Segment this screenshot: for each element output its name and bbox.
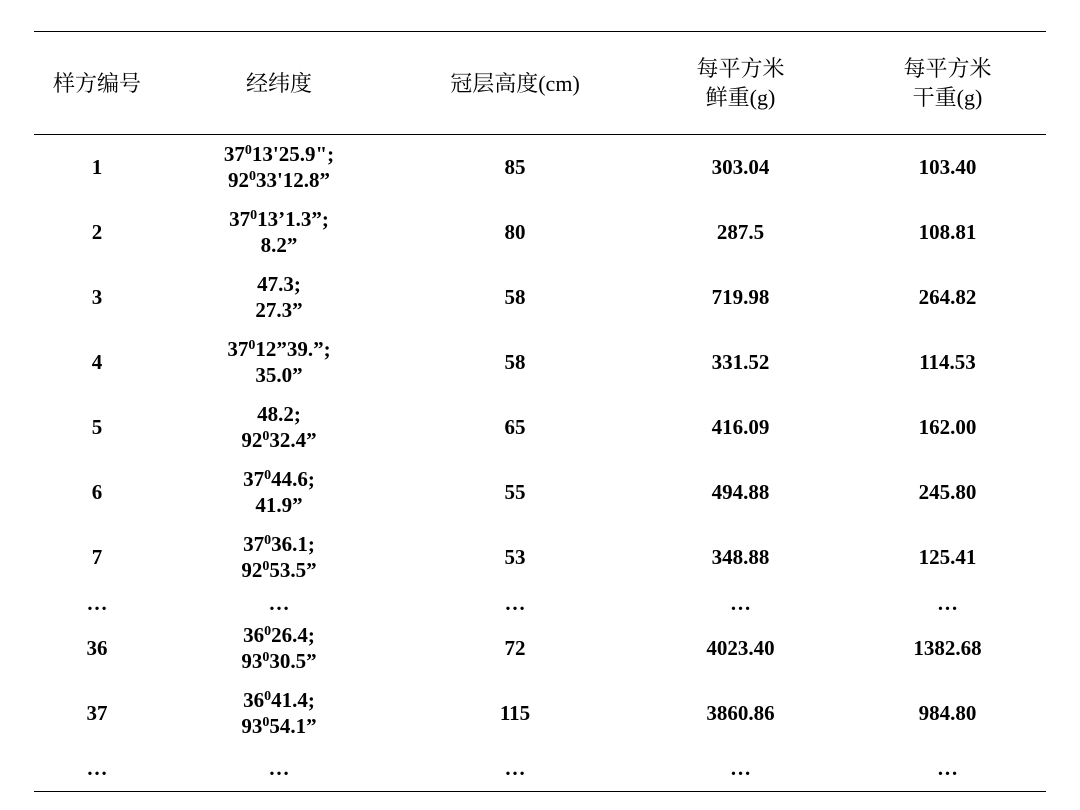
- cell-fresh-weight: 287.5: [716, 220, 765, 244]
- latitude: [160, 336, 398, 362]
- latitude: [160, 271, 398, 297]
- table-row: [34, 616, 1046, 681]
- lon-degree-mark: 0: [248, 169, 256, 185]
- table-row: [34, 135, 1046, 200]
- cell-sample-id: 37: [86, 701, 108, 725]
- lat-degrees: 37: [229, 207, 251, 231]
- lon-minutes-seconds: 27.3”: [255, 298, 303, 322]
- lat-minutes-seconds: 44.6;: [271, 467, 315, 491]
- table-row: [34, 265, 1046, 330]
- latitude: [160, 401, 398, 427]
- cell-coordinates: [160, 135, 398, 200]
- header-coordinates: 经纬度: [245, 70, 312, 96]
- cell-coordinates: [160, 395, 398, 460]
- lon-degrees: 93: [241, 649, 263, 673]
- longitude: [160, 648, 398, 674]
- table-row: [34, 395, 1046, 460]
- cell-id-ellipsis: …: [86, 590, 108, 615]
- cell-dry-weight: 108.81: [918, 220, 977, 244]
- longitude: [160, 427, 398, 453]
- lat-degrees: 36: [243, 688, 265, 712]
- cell-canopy-height: 58: [504, 285, 526, 309]
- header-dry-weight-line1: 每平方米: [903, 56, 992, 81]
- cell-sample-id: 2: [91, 220, 103, 244]
- cell-sample-id: 36: [86, 636, 108, 660]
- longitude: [160, 232, 398, 258]
- lat-degree-mark: 0: [264, 468, 272, 483]
- lat-minutes-seconds: 13'25.9";: [251, 142, 335, 167]
- lon-minutes-seconds: 53.5”: [269, 558, 317, 582]
- table-row: [34, 200, 1046, 265]
- cell-dry-weight: 125.41: [918, 545, 977, 569]
- cell-canopy-height: 72: [504, 636, 526, 660]
- latitude: [160, 531, 398, 557]
- cell-coordinates: [160, 681, 398, 746]
- cell-coordinates: [160, 330, 398, 395]
- cell-dry-weight: 1382.68: [913, 636, 982, 660]
- header-row: [34, 32, 1046, 135]
- longitude: [160, 557, 398, 583]
- lat-degrees: 37: [243, 532, 265, 556]
- longitude: [160, 713, 398, 739]
- latitude: [160, 687, 398, 713]
- sample-data-table: [34, 31, 1046, 792]
- cell-canopy-height: 58: [504, 350, 526, 374]
- cell-fresh-weight: 494.88: [711, 480, 770, 504]
- cell-dry-weight: 264.82: [918, 285, 977, 309]
- longitude: [160, 362, 398, 388]
- lat-degrees: 37: [243, 467, 265, 491]
- header-fresh-weight: [632, 32, 849, 135]
- table-row: [34, 746, 1046, 792]
- lat-degree-mark: 0: [244, 143, 252, 159]
- cell-sample-id: 6: [91, 480, 103, 504]
- cell-canopy-height: 85: [504, 155, 526, 180]
- cell-sample-id: 7: [91, 545, 103, 569]
- table-body: [34, 135, 1046, 792]
- lat-degree-mark: 0: [264, 624, 272, 639]
- table-row: [34, 525, 1046, 590]
- latitude: [160, 622, 398, 648]
- lon-degrees: 92: [227, 168, 249, 193]
- table-row: [34, 330, 1046, 395]
- lat-minutes-seconds: 47.3;: [257, 272, 301, 296]
- lon-degrees: 92: [241, 558, 263, 582]
- latitude: [160, 206, 398, 232]
- cell-coordinates: [160, 265, 398, 330]
- cell-height-ellipsis: …: [504, 756, 526, 781]
- cell-coordinates: [160, 525, 398, 590]
- lat-degrees: 37: [223, 142, 245, 167]
- cell-coord-ellipsis: …: [268, 590, 290, 615]
- cell-coordinates: [160, 200, 398, 265]
- lon-minutes-seconds: 35.0”: [255, 363, 303, 387]
- cell-canopy-height: 80: [504, 220, 526, 244]
- lat-minutes-seconds: 41.4;: [271, 688, 315, 712]
- cell-height-ellipsis: …: [504, 590, 526, 615]
- lon-minutes-seconds: 30.5”: [269, 649, 317, 673]
- lon-degree-mark: 0: [262, 429, 270, 444]
- cell-sample-id: 3: [91, 285, 103, 309]
- cell-coord-ellipsis: …: [268, 756, 290, 781]
- cell-fresh-weight: 331.52: [711, 350, 770, 374]
- lon-degrees: 92: [241, 428, 263, 452]
- lat-minutes-seconds: 26.4;: [271, 623, 315, 647]
- lat-degrees: 36: [243, 623, 265, 647]
- cell-dry-ellipsis: …: [937, 590, 958, 615]
- table-header: [34, 32, 1046, 135]
- lat-degree-mark: 0: [264, 689, 272, 704]
- table-row: [34, 681, 1046, 746]
- lat-degrees: 37: [227, 337, 249, 361]
- lon-minutes-seconds: 33'12.8”: [255, 168, 331, 193]
- lon-minutes-seconds: 32.4”: [269, 428, 317, 452]
- lat-degree-mark: 0: [264, 533, 272, 548]
- lat-degree-mark: 0: [248, 338, 256, 353]
- cell-fresh-weight: 4023.40: [706, 636, 775, 660]
- cell-sample-id: 4: [91, 350, 103, 374]
- cell-dry-weight: 103.40: [918, 155, 977, 180]
- lon-minutes-seconds: 8.2”: [260, 233, 298, 257]
- cell-fresh-weight: 3860.86: [706, 701, 775, 725]
- cell-dry-weight: 245.80: [918, 480, 977, 504]
- cell-coordinates: [160, 616, 398, 681]
- longitude: [160, 167, 398, 193]
- cell-dry-weight: 984.80: [918, 701, 977, 725]
- lon-minutes-seconds: 54.1”: [269, 714, 317, 738]
- header-canopy-height: 冠层高度(cm): [450, 70, 580, 96]
- cell-dry-ellipsis: …: [937, 756, 958, 781]
- cell-id-ellipsis: …: [86, 756, 108, 781]
- header-fresh-weight-line2: 鲜重(g): [705, 85, 776, 110]
- cell-fresh-ellipsis: …: [730, 756, 751, 781]
- header-dry-weight: [849, 32, 1046, 135]
- cell-canopy-height: 55: [504, 480, 526, 504]
- cell-canopy-height: 53: [504, 545, 526, 569]
- header-dry-weight-line2: 干重(g): [912, 85, 983, 110]
- longitude: [160, 492, 398, 518]
- lon-degree-mark: 0: [262, 559, 270, 574]
- lat-minutes-seconds: 48.2;: [257, 402, 301, 426]
- cell-fresh-weight: 348.88: [711, 545, 770, 569]
- lat-minutes-seconds: 13’1.3”;: [257, 207, 329, 231]
- latitude: [160, 141, 398, 167]
- header-fresh-weight-line1: 每平方米: [696, 56, 785, 81]
- cell-dry-weight: 162.00: [918, 415, 977, 439]
- cell-canopy-height: 65: [504, 415, 526, 439]
- lat-degree-mark: 0: [250, 208, 258, 223]
- cell-sample-id: 1: [91, 155, 103, 180]
- latitude: [160, 466, 398, 492]
- lat-minutes-seconds: 12”39.”;: [255, 337, 331, 361]
- lon-degrees: 93: [241, 714, 263, 738]
- lon-degree-mark: 0: [262, 715, 270, 730]
- cell-fresh-weight: 719.98: [711, 285, 770, 309]
- longitude: [160, 297, 398, 323]
- header-sample-id: 样方编号: [52, 70, 141, 96]
- lon-degree-mark: 0: [262, 650, 270, 665]
- cell-dry-weight: 114.53: [919, 350, 976, 374]
- cell-canopy-height: 115: [499, 701, 531, 725]
- cell-fresh-weight: 303.04: [711, 155, 770, 180]
- cell-fresh-weight: 416.09: [711, 415, 770, 439]
- cell-coordinates: [160, 460, 398, 525]
- lon-minutes-seconds: 41.9”: [255, 493, 303, 517]
- table-row: [34, 590, 1046, 616]
- table-row: [34, 460, 1046, 525]
- cell-sample-id: 5: [91, 415, 103, 439]
- cell-fresh-ellipsis: …: [730, 590, 751, 615]
- lat-minutes-seconds: 36.1;: [271, 532, 315, 556]
